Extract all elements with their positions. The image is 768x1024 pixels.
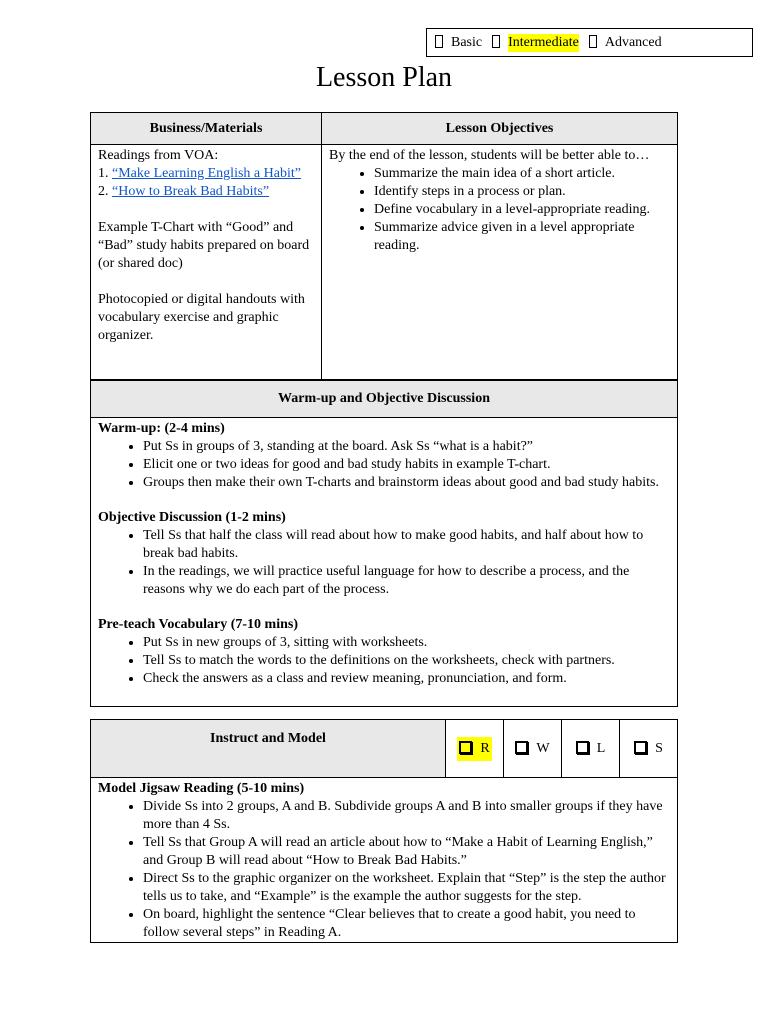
objectives-list bbox=[329, 165, 670, 255]
list-item: • Tell Ss that half the class will read about how to make good habits, and half about how to break bad habits. bbox=[143, 527, 670, 563]
warmup-body bbox=[91, 418, 678, 707]
list-item: • Elicit one or two ideas for good and bad study habits in example T-chart. bbox=[143, 456, 670, 474]
preteach-vocabulary-list bbox=[98, 634, 670, 688]
skill-reading[interactable]: R bbox=[446, 720, 504, 778]
reading-link-2[interactable]: “How to Break Bad Habits” bbox=[112, 184, 270, 199]
list-item: • Tell Ss that Group A will read an article about how to “Make a Habit of Learning English,” and Group B will read about “How to Break Bad Habits.” bbox=[143, 834, 670, 870]
instruct-model-table bbox=[90, 719, 678, 943]
checkbox-intermediate[interactable] bbox=[492, 35, 500, 48]
level-advanced: Advanced bbox=[604, 34, 662, 50]
list-item: • Tell Ss to match the words to the definitions on the worksheets, check with partners. bbox=[143, 652, 670, 670]
checkbox-basic[interactable] bbox=[435, 35, 443, 48]
list-item: • Summarize the main idea of a short article. bbox=[374, 165, 670, 183]
level-intermediate: Intermediate bbox=[508, 34, 579, 50]
skill-writing[interactable]: W bbox=[504, 720, 562, 778]
list-item: • Direct Ss to the graphic organizer on the worksheet. Explain that “Step” is the step the author tells us to take, and “Example” is the example the author suggests for the step. bbox=[143, 870, 670, 906]
warmup-title: Warm-up: (2-4 mins) bbox=[98, 421, 225, 436]
list-item: • Summarize advice given in a level appropriate reading. bbox=[374, 219, 670, 255]
checkbox-icon bbox=[634, 741, 647, 754]
preteach-vocabulary-title: Pre-teach Vocabulary (7-10 mins) bbox=[98, 617, 298, 632]
objectives-intro: By the end of the lesson, students will be better able to… bbox=[329, 148, 650, 163]
reading-link-1[interactable]: “Make Learning English a Habit” bbox=[112, 166, 301, 181]
objective-discussion-list bbox=[98, 527, 670, 599]
reading-item-1: 1. “Make Learning English a Habit” bbox=[98, 166, 301, 181]
checkbox-icon bbox=[576, 741, 589, 754]
materials-paragraph-1: Example T-Chart with “Good” and “Bad” study habits prepared on board (or shared doc) bbox=[98, 220, 310, 271]
materials-objectives-table bbox=[90, 112, 678, 380]
level-basic: Basic bbox=[451, 34, 483, 50]
list-item: • Groups then make their own T-charts and brainstorm ideas about good and bad study habits. bbox=[143, 474, 670, 492]
warmup-list bbox=[98, 438, 670, 492]
readings-intro: Readings from VOA: bbox=[98, 148, 219, 163]
list-item: • Put Ss in groups of 3, standing at the board. Ask Ss “what is a habit?” bbox=[143, 438, 670, 456]
reading-item-2: 2. “How to Break Bad Habits” bbox=[98, 184, 270, 199]
business-header: Business/Materials bbox=[91, 113, 322, 145]
list-item: • On board, highlight the sentence “Clear believes that to create a good habit, you need to follow several steps” in Reading A. bbox=[143, 906, 670, 942]
objectives-header: Lesson Objectives bbox=[322, 113, 678, 145]
instruct-header: Instruct and Model bbox=[91, 720, 446, 778]
list-item: • Identify steps in a process or plan. bbox=[374, 183, 670, 201]
list-item: • In the readings, we will practice useful language for how to describe a process, and the reasons why we do each part of the process. bbox=[143, 563, 670, 599]
objectives-cell bbox=[322, 145, 678, 380]
list-item: • Define vocabulary in a level-appropriate reading. bbox=[374, 201, 670, 219]
jigsaw-title: Model Jigsaw Reading (5-10 mins) bbox=[98, 781, 305, 796]
jigsaw-list bbox=[98, 798, 670, 942]
materials-paragraph-2: Photocopied or digital handouts with vocabulary exercise and graphic organizer. bbox=[98, 292, 305, 343]
checkbox-icon bbox=[459, 741, 472, 754]
business-cell bbox=[91, 145, 322, 380]
page-title: Lesson Plan bbox=[315, 62, 453, 93]
list-item: • Check the answers as a class and review meaning, pronunciation, and form. bbox=[143, 670, 670, 688]
skill-listening[interactable]: L bbox=[562, 720, 620, 778]
list-item: • Divide Ss into 2 groups, A and B. Subdivide groups A and B into smaller groups if they have more than 4 Ss. bbox=[143, 798, 670, 834]
checkbox-advanced[interactable] bbox=[589, 35, 597, 48]
warmup-table bbox=[90, 380, 678, 707]
objective-discussion-title: Objective Discussion (1-2 mins) bbox=[98, 510, 286, 525]
instruct-body bbox=[91, 778, 678, 943]
level-selector bbox=[426, 28, 753, 57]
skill-speaking[interactable]: S bbox=[620, 720, 678, 778]
list-item: • Put Ss in new groups of 3, sitting with worksheets. bbox=[143, 634, 670, 652]
checkbox-icon bbox=[515, 741, 528, 754]
warmup-header: Warm-up and Objective Discussion bbox=[91, 381, 678, 418]
